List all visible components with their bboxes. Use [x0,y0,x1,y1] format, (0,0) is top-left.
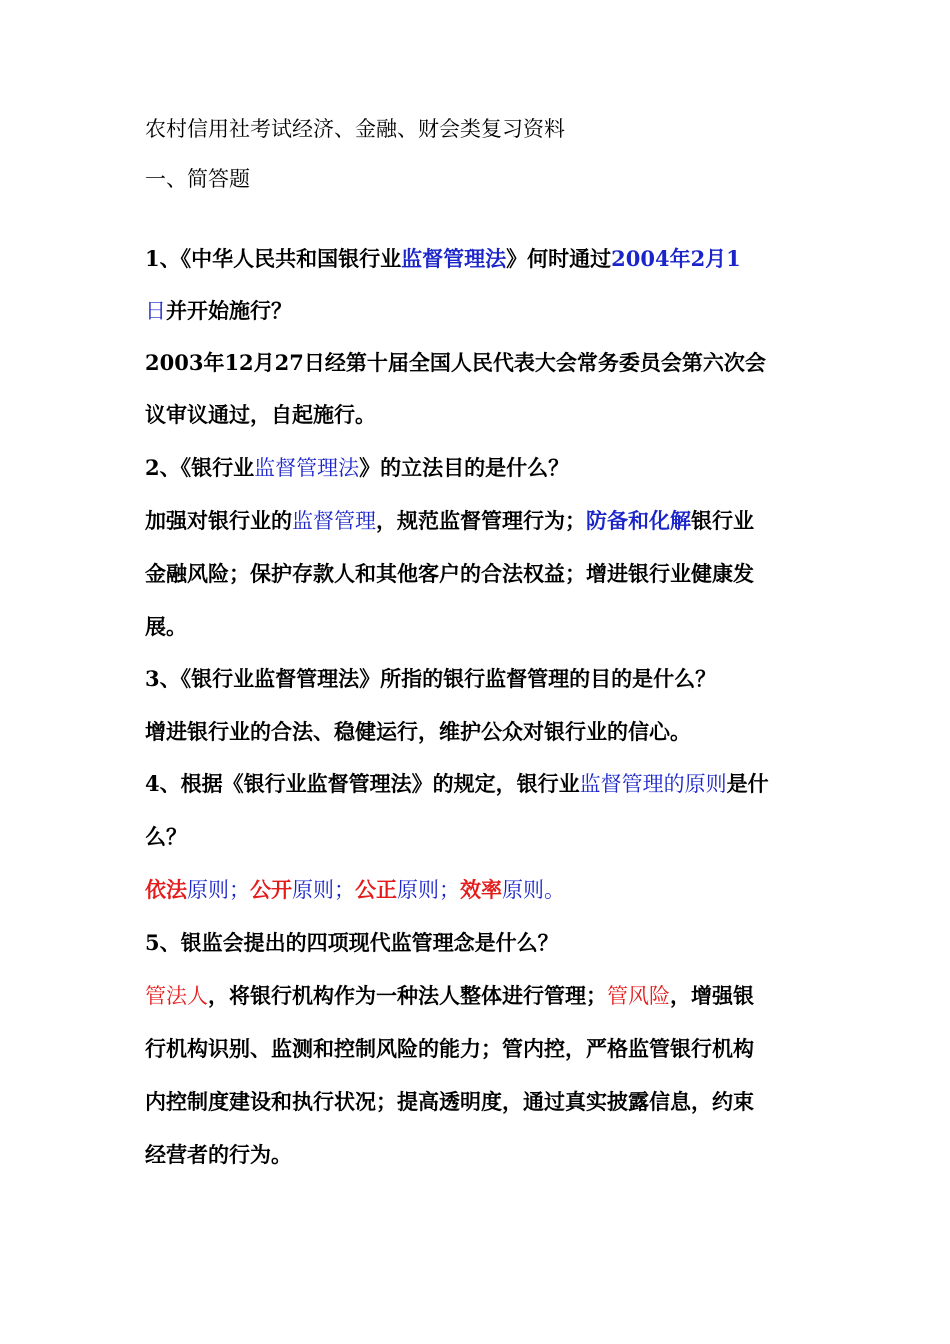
risk-prevention-highlight: 防备和化解 [586,508,691,533]
supervision-highlight: 监督管理 [292,509,376,533]
answer-2-line-1: 加强对银行业的监督管理，规范监督管理行为；防备和化解银行业 [145,508,754,533]
principle-efficiency: 效率 [460,877,502,902]
question-4-line-2: 么？ [145,824,187,849]
question-2: 2、《银行业监督管理法》的立法目的是什么？ [145,455,570,480]
answer-4: 依法原则；公开原则；公正原则；效率原则。 [145,877,565,902]
question-4-line-1: 4、根据《银行业监督管理法》的规定，银行业监督管理的原则是什 [145,771,769,796]
principle-legal: 依法 [145,877,187,902]
law-name-highlight: 监督管理法 [254,456,360,480]
answer-1-line-1: 2003年12月27日经第十届全国人民代表大会常务委员会第六次会 [145,350,766,375]
question-3: 3、《银行业监督管理法》所指的银行监督管理的目的是什么？ [145,666,717,691]
answer-5-line-4: 经营者的行为。 [145,1142,292,1167]
answer-5-line-2: 行机构识别、监测和控制风险的能力；管内控，严格监管银行机构 [145,1036,754,1061]
section-heading: 一、简答题 [145,167,250,191]
document-title: 农村信用社考试经济、金融、财会类复习资料 [145,117,565,141]
answer-5-line-1: 管法人，将银行机构作为一种法人整体进行管理；管风险，增强银 [145,983,754,1008]
question-1-line-1: 1、《中华人民共和国银行业监督管理法》何时通过2004年2月1 [145,246,741,271]
answer-1-line-2: 议审议通过，自起施行。 [145,402,376,427]
answer-3: 增进银行业的合法、稳健运行，维护公众对银行业的信心。 [145,719,691,744]
date-highlight-end: 日 [145,299,166,323]
principle-fair: 公正 [355,877,397,902]
date-highlight: 2004年2月1 [611,246,741,271]
question-5: 5、银监会提出的四项现代监管理念是什么？ [145,930,559,955]
question-1-line-2: 日并开始施行？ [145,298,292,323]
answer-2-line-2: 金融风险；保护存款人和其他客户的合法权益；增进银行业健康发 [145,561,754,586]
concept-legal-person: 管法人 [145,984,208,1008]
document-page [145,116,810,1168]
answer-2-line-3: 展。 [145,614,187,639]
answer-5-line-3: 内控制度建设和执行状况；提高透明度，通过真实披露信息，约束 [145,1089,754,1114]
principle-open: 公开 [250,877,292,902]
concept-risk: 管风险 [607,984,670,1008]
principles-highlight: 监督管理的原则 [579,772,727,796]
law-name-highlight: 监督管理法 [401,246,507,271]
